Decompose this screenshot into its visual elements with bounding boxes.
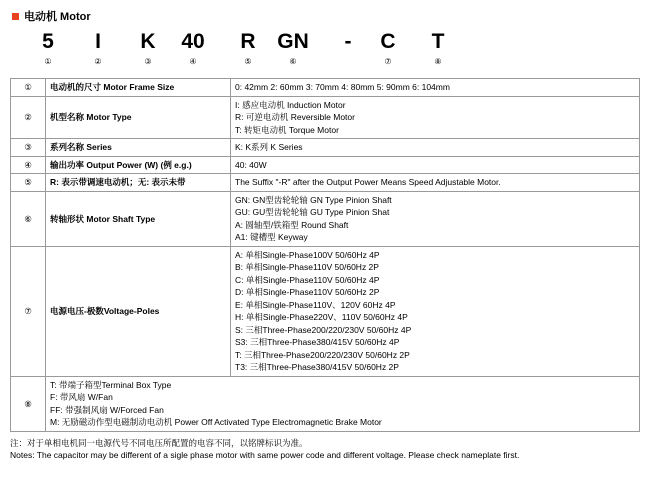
row-desc-cell <box>231 96 640 139</box>
model-code-segment <box>228 30 268 68</box>
note-english: Notes: The capacitor may be different of a sigle phase motor with same power code and different voltage. Please check nameplate first. <box>10 449 520 460</box>
model-code-segment <box>273 30 313 68</box>
model-code-char: T <box>431 30 445 53</box>
desc-line: GN: GN型齿轮轮轴 GN Type Pinion Shaft <box>235 194 392 205</box>
row-index-cell: ② <box>11 96 46 139</box>
row-name-cell: R: 表示带调速电动机；无: 表示未带 <box>46 174 231 192</box>
model-code-index: ④ <box>189 57 197 66</box>
model-code-segment <box>128 30 168 68</box>
desc-line: D: 单相Single-Phase110V 50/60Hz 2P <box>235 287 380 297</box>
model-code-index: ① <box>44 57 52 66</box>
desc-line: GU: GU型齿轮轮轴 GU Type Pinion Shat <box>235 207 390 217</box>
row-desc-cell <box>231 246 640 376</box>
desc-line: R: 可逆电动机 Reversible Motor <box>235 112 355 122</box>
row-name-cell: 系列名称 Series <box>46 139 231 157</box>
desc-line: F: 带风扇 W/Fan <box>50 392 113 402</box>
notes-block <box>10 437 640 461</box>
note-chinese: 注：对于单相电机同一电源代号不同电压所配置的电容不同，以铭牌标识为准。 <box>10 437 308 448</box>
row-desc-cell <box>231 191 640 246</box>
model-code-segment <box>368 30 408 68</box>
table-row <box>11 174 640 192</box>
desc-line: 0: 42mm 2: 60mm 3: 70mm 4: 80mm 5: 90mm 6: 104mm <box>235 82 450 92</box>
model-code-index: ② <box>94 57 102 66</box>
model-code-char: - <box>344 30 352 53</box>
table-row <box>11 156 640 174</box>
desc-line: S3: 三相Three-Phase380/415V 50/60Hz 4P <box>235 337 400 347</box>
model-code-index: ⑦ <box>384 57 392 66</box>
row-desc-cell <box>231 174 640 192</box>
desc-line: The Suffix "-R" after the Output Power Means Speed Adjustable Motor. <box>235 177 501 187</box>
model-code-char: K <box>140 30 156 53</box>
row-index-cell: ③ <box>11 139 46 157</box>
row-name-cell: 电动机的尺寸 Motor Frame Size <box>46 79 231 97</box>
table-row <box>11 79 640 97</box>
row-index-cell: ④ <box>11 156 46 174</box>
desc-line: T: 带端子箱型Terminal Box Type <box>50 379 172 390</box>
row-name-cell: 电源电压-极数Voltage-Poles <box>46 246 231 376</box>
model-code-segment <box>78 30 118 68</box>
desc-line: 40: 40W <box>235 159 267 170</box>
model-code-segment <box>418 30 458 68</box>
desc-line: H: 单相Single-Phase220V、110V 50/60Hz 4P <box>235 312 408 322</box>
row-name-cell: 输出功率 Output Power (W) (例 e.g.) <box>46 156 231 174</box>
model-code-index: ⑧ <box>434 57 442 66</box>
desc-line: B: 单相Single-Phase110V 50/60Hz 2P <box>235 262 379 272</box>
model-code-char: 40 <box>181 30 205 53</box>
spec-table <box>10 78 640 432</box>
table-row <box>11 96 640 139</box>
bullet-square-icon <box>12 13 19 20</box>
desc-line: T3: 三相Three-Phase380/415V 50/60Hz 2P <box>235 362 399 372</box>
desc-line: A1: 键槽型 Keyway <box>235 232 308 242</box>
model-code-row <box>10 30 640 76</box>
row-index-cell: ⑥ <box>11 191 46 246</box>
model-code-char: GN <box>277 30 309 53</box>
model-code-char: R <box>240 30 256 53</box>
model-code-index: ⑤ <box>244 57 252 66</box>
row-index-cell: ① <box>11 79 46 97</box>
model-code-char: I <box>95 30 101 53</box>
row-desc-cell <box>231 156 640 174</box>
desc-line: A: 圆轴型/铁箱型 Round Shaft <box>235 219 349 230</box>
model-code-segment <box>28 30 68 68</box>
model-code-index: ③ <box>144 57 152 66</box>
row-index-cell: ⑤ <box>11 174 46 192</box>
model-code-segment <box>328 30 368 56</box>
row-index-cell: ⑧ <box>11 376 46 431</box>
row-desc-cell <box>231 79 640 97</box>
desc-line: FF: 带强制风扇 W/Forced Fan <box>50 404 164 415</box>
table-row <box>11 376 640 431</box>
desc-line: A: 单相Single-Phase100V 50/60Hz 4P <box>235 249 380 260</box>
model-code-segment <box>173 30 213 68</box>
desc-line: K: K系列 K Series <box>235 142 303 152</box>
row-name-cell: 转轴形状 Motor Shaft Type <box>46 191 231 246</box>
row-name-cell: 机型名称 Motor Type <box>46 96 231 139</box>
row-desc-cell <box>231 139 640 157</box>
desc-line: T: 转矩电动机 Torque Motor <box>235 124 339 135</box>
page-title <box>12 8 640 24</box>
table-row <box>11 139 640 157</box>
desc-line: T: 三相Three-Phase200/220/230V 50/60Hz 2P <box>235 349 410 360</box>
model-code-char: 5 <box>42 30 54 53</box>
desc-line: M: 无励磁动作型电磁制动电动机 Power Off Activated Type Electromagnetic Brake Motor <box>50 417 382 427</box>
desc-line: I: 感应电动机 Induction Motor <box>235 99 346 110</box>
model-code-char: C <box>380 30 396 53</box>
table-row <box>11 191 640 246</box>
table-row <box>11 246 640 376</box>
page-title-text: 电动机 Motor <box>24 11 91 23</box>
row-desc-cell <box>46 376 640 431</box>
desc-line: E: 单相Single-Phase110V、120V 60Hz 4P <box>235 299 396 310</box>
desc-line: C: 单相Single-Phase110V 50/60Hz 4P <box>235 274 380 285</box>
row-index-cell: ⑦ <box>11 246 46 376</box>
model-code-index: ⑥ <box>289 57 297 66</box>
desc-line: S: 三相Three-Phase200/220/230V 50/60Hz 4P <box>235 324 412 335</box>
